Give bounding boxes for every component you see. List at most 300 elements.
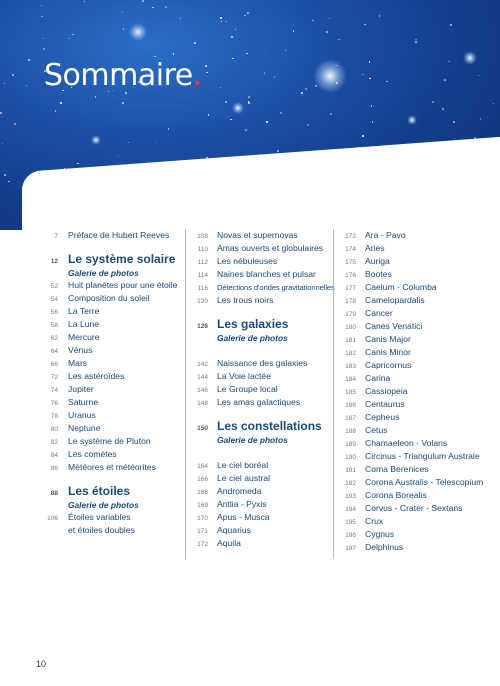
toc-entry[interactable] [186,524,331,537]
toc-entry-label: Cetus [365,425,388,435]
toc-entry-label: Camelopardalis [365,295,425,305]
star-dot [244,15,246,17]
toc-entry[interactable] [334,372,499,385]
star-dot [26,85,28,87]
toc-entry[interactable] [30,461,180,474]
star-dot [480,118,482,120]
star-dot [128,142,130,144]
toc-page-number: 192 [345,480,356,487]
toc-entry[interactable] [334,398,499,411]
star-dot [246,53,248,55]
toc-entry[interactable] [186,459,331,472]
bright-star [463,51,477,65]
toc-entry-label: Novas et supernovas [217,230,298,240]
toc-entry-label: Aquila [217,538,241,548]
toc-section-subtitle [186,332,331,344]
toc-entry-label: Centaurus [365,399,405,409]
toc-column-3 [333,229,499,559]
toc-entry-label: Cepheus [365,412,400,422]
toc-entry[interactable] [334,242,499,255]
toc-entry-label: Corona Australis - Telescopium [365,477,484,487]
star-dot [122,102,124,104]
toc-page-number: 187 [345,415,356,422]
toc-entry[interactable] [30,422,180,435]
toc-page-number: 120 [197,298,208,305]
star-dot [84,1,86,3]
toc-page-number: 188 [345,428,356,435]
toc-entry-label: Auriga [365,256,390,266]
star-dot [415,41,417,43]
star-dot [60,102,62,104]
star-dot [155,142,157,144]
star-dot [118,155,120,157]
toc-entry[interactable] [30,524,180,537]
toc-entry-label: Corvus - Crater - Sextans [365,503,463,513]
toc-entry-row [186,485,331,498]
toc-entry-row [30,279,180,292]
toc-page-number: 74 [50,387,58,394]
toc-page-number: 184 [345,376,356,383]
star-dot [2,143,4,145]
toc-page-number: 179 [345,311,356,318]
toc-page-number: 193 [345,493,356,500]
toc-entry-row [30,448,180,461]
toc-section[interactable] [186,418,331,446]
toc-entry[interactable] [334,229,499,242]
toc-entry-row [334,307,499,320]
toc-subtitle-spacer [186,332,217,344]
star-dot [371,105,373,107]
star-dot [12,74,14,76]
toc-entry-label: Amas ouverts et globulaires [217,243,324,253]
toc-entry-row [334,450,499,463]
toc-page-number: 172 [197,541,208,548]
toc-section-heading [30,251,180,267]
star-dot [364,24,366,26]
toc-page-number: 166 [197,476,208,483]
toc-page-number: 76 [50,400,58,407]
toc-page-number: 177 [345,285,356,292]
star-dot [221,21,223,23]
toc-entry-row [334,463,499,476]
toc-entry[interactable] [186,255,331,268]
toc-entry-row [30,292,180,305]
toc-entry[interactable] [334,255,499,268]
toc-entry[interactable] [186,472,331,485]
star-dot [225,101,227,103]
toc-subtitle-label: Galerie de photos [217,333,288,343]
toc-entry-row [334,424,499,437]
toc-entry-label: Les amas galactiques [217,397,301,407]
toc-entry-label: Étoiles variables [68,512,131,522]
toc-entry-label: Les comètes [68,449,117,459]
toc-entry-row [186,472,331,485]
toc-entry[interactable] [334,411,499,424]
toc-page-number: 195 [345,519,356,526]
toc-entry-row [30,229,180,242]
toc-entry[interactable] [334,502,499,515]
toc-entry[interactable] [30,383,180,396]
toc-section[interactable] [30,483,180,511]
toc-entry[interactable] [334,385,499,398]
toc-entry[interactable] [334,489,499,502]
toc-entry-row [334,502,499,515]
toc-entry-row [334,411,499,424]
toc-entry-label: Circinus - Triangulum Australe [365,451,480,461]
toc-entry[interactable] [186,294,331,307]
toc-entry-row [186,459,331,472]
star-dot [448,61,450,63]
star-dot [301,92,303,94]
toc-page-number: 148 [197,400,208,407]
toc-entry[interactable] [334,463,499,476]
bright-star [232,102,244,114]
star-dot [225,21,227,23]
toc-entry-row [30,344,180,357]
star-dot [208,114,210,116]
star-dot [14,123,16,125]
star-dot [43,48,45,50]
toc-page-number: 194 [345,506,356,513]
toc-column-1 [30,229,180,537]
star-dot [28,59,30,61]
toc-page-number: 80 [50,426,58,433]
toc-page-number: 54 [50,296,58,303]
star-dot [122,12,124,14]
toc-page-number: 58 [50,322,58,329]
toc-entry[interactable] [30,318,180,331]
toc-entry[interactable] [30,357,180,370]
toc-page-number: 72 [50,374,58,381]
toc-entry-row [30,383,180,396]
toc-page-number: 174 [345,246,356,253]
toc-entry-label: Cygnus [365,529,395,539]
toc-page-number: 84 [50,452,58,459]
toc-entry-label: Détections d'ondes gravitationnelles [217,283,335,292]
toc-entry-label: Préface de Hubert Reeves [68,230,170,240]
toc-entry[interactable] [334,476,499,489]
toc-entry-label: Caelum - Columba [365,282,437,292]
toc-page-number: 64 [50,348,58,355]
toc-entry[interactable] [334,307,499,320]
toc-entry[interactable] [334,450,499,463]
toc-entry[interactable] [334,424,499,437]
toc-page-number: 185 [345,389,356,396]
toc-page-number: 189 [345,441,356,448]
star-dot [165,6,167,8]
toc-entry-label: Les trous noirs [217,295,274,305]
star-dot [68,38,70,40]
toc-page-number: 168 [197,489,208,496]
star-dot [0,112,2,114]
toc-page-number: 181 [345,337,356,344]
star-dot [152,7,154,9]
toc-entry[interactable] [186,537,331,550]
toc-entry-label: Crux [365,516,384,526]
star-dot [232,58,234,60]
toc-page-number: 142 [197,361,208,368]
star-dot [285,50,287,52]
toc-entry-row [186,294,331,307]
toc-entry[interactable] [30,511,180,524]
toc-entry-label: Carina [365,373,391,383]
toc-spacer [186,446,331,459]
toc-entry[interactable] [30,396,180,409]
star-dot [220,17,222,19]
star-dot [206,72,208,74]
toc-section-title: Les étoiles [68,484,131,498]
toc-page-number: 180 [345,324,356,331]
toc-page-number: 66 [50,361,58,368]
toc-page-number: 106 [47,515,58,522]
toc-entry[interactable] [334,541,499,554]
toc-section-title: Le système solaire [68,252,176,266]
bright-star [129,23,147,41]
toc-entry[interactable] [186,396,331,409]
toc-entry-row [30,370,180,383]
toc-entry-row [30,524,180,537]
toc-entry[interactable] [334,437,499,450]
toc-section[interactable] [30,251,180,279]
toc-entry-row [186,498,331,511]
toc-column-2 [185,229,335,559]
toc-page-number: 176 [345,272,356,279]
toc-entry-label: Mercure [68,332,100,342]
toc-entry-row [186,370,331,383]
toc-page-number: 173 [345,233,356,240]
toc-entry-row [186,229,331,242]
star-dot [247,12,249,14]
star-dot [264,72,266,74]
toc-entry-label: La Voie lactée [217,371,271,381]
toc-entry-label: Le ciel austral [217,473,271,483]
toc-entry-row [334,346,499,359]
star-dot [142,0,144,2]
toc-entry[interactable] [334,515,499,528]
toc-entry-row [30,331,180,344]
toc-entry-label: Composition du soleil [68,293,150,303]
toc-page-number: 175 [345,259,356,266]
toc-entry-row [186,268,331,281]
toc-entry-row [30,511,180,524]
toc-entry[interactable] [30,448,180,461]
star-dot [4,174,6,176]
star-dot [330,113,332,115]
toc-entry[interactable] [30,292,180,305]
toc-entry-label: Andromeda [217,486,262,496]
toc-entry-row [30,305,180,318]
star-dot [280,112,282,114]
star-dot [277,150,279,152]
toc-page-number: 116 [197,285,208,292]
toc-entry-row [30,396,180,409]
toc-entry[interactable] [334,359,499,372]
toc-entry[interactable] [30,229,180,242]
toc-entry-row [334,281,499,294]
toc-entry[interactable] [334,320,499,333]
toc-entry-row [334,541,499,554]
toc-entry[interactable] [186,357,331,370]
toc-entry[interactable] [334,281,499,294]
toc-section-heading [186,316,331,332]
star-dot [205,65,207,67]
toc-entry-row [30,318,180,331]
star-dot [444,79,446,81]
toc-entry[interactable] [30,279,180,292]
toc-entry-row [334,476,499,489]
toc-entry-label: La Terre [68,306,100,316]
toc-entry-row [30,357,180,370]
toc-subtitle-spacer [30,499,68,511]
bright-star [91,135,101,145]
star-dot [362,135,364,137]
toc-entry[interactable] [30,435,180,448]
star-dot [493,103,495,105]
star-dot [77,163,79,165]
star-dot [8,181,10,183]
toc-page-number: 183 [345,363,356,370]
toc-entry-label: Cancer [365,308,393,318]
toc-entry-label: Coma Berenices [365,464,429,474]
star-dot [4,83,6,85]
toc-page-number: 112 [197,259,208,266]
toc-entry[interactable] [186,511,331,524]
star-dot [231,36,233,38]
toc-page-number: 196 [345,532,356,539]
toc-entry[interactable] [334,333,499,346]
toc-section-title: Les constellations [217,419,322,433]
toc-entry[interactable] [334,528,499,541]
toc-entry-row [334,372,499,385]
star-dot [369,78,371,80]
toc-entry-row [334,398,499,411]
toc-page-number: 171 [197,528,208,535]
toc-page-number: 170 [197,515,208,522]
star-dot [220,87,222,89]
star-dot [293,30,295,32]
toc-entry[interactable] [30,370,180,383]
toc-entry-row [334,359,499,372]
star-dot [386,81,388,83]
title-dot: . [192,58,202,93]
toc-entry-label: Capricornus [365,360,412,370]
toc-entry-label: Bootes [365,269,392,279]
star-dot [326,31,328,33]
star-dot [41,5,43,7]
star-dot [245,129,247,131]
toc-page-number: 12 [50,258,58,265]
toc-entry-row [186,281,335,294]
toc-entry-label: Naissance des galaxies [217,358,308,368]
toc-entry[interactable] [334,268,499,281]
toc-entry[interactable] [30,409,180,422]
toc-entry[interactable] [186,229,331,242]
toc-page-number: 126 [197,323,208,330]
toc-entry[interactable] [186,498,331,511]
toc-entry-row [334,385,499,398]
toc-entry[interactable] [334,346,499,359]
toc-entry-row [334,528,499,541]
star-dot [478,75,480,77]
toc-page-number: 182 [345,350,356,357]
toc-page-number: 82 [50,439,58,446]
toc-entry-label: Le Groupe local [217,384,278,394]
toc-page-number: 110 [197,246,208,253]
star-dot [266,121,268,123]
toc-entry-label: Apus - Musca [217,512,270,522]
toc-subtitle-label: Galerie de photos [68,268,139,278]
toc-entry[interactable] [186,485,331,498]
toc-entry[interactable] [186,242,331,255]
toc-entry-label: Aquarius [217,525,251,535]
toc-entry-label: Canis Major [365,334,411,344]
star-dot [312,20,314,22]
toc-entry-row [186,524,331,537]
toc-entry[interactable] [30,331,180,344]
toc-entry-row [334,333,499,346]
star-dot [55,110,57,112]
toc-page-number: 56 [50,309,58,316]
toc-entry[interactable] [186,370,331,383]
toc-page-number: 114 [197,272,208,279]
toc-page-number: 86 [50,465,58,472]
toc-page-number: 178 [345,298,356,305]
star-dot [379,15,381,17]
toc-entry-row [186,396,331,409]
toc-entry-row [30,422,180,435]
toc-entry-label: La Lune [68,319,100,329]
star-dot [173,53,175,55]
toc-entry-label: Huit planètes pour une étoile [68,280,178,290]
toc-page-number: 186 [345,402,356,409]
toc-page-number: 197 [345,545,356,552]
star-dot [41,16,43,18]
page-title: Sommaire. [44,58,202,93]
toc-entry-row [334,255,499,268]
toc-entry-row [334,489,499,502]
star-dot [123,28,125,30]
toc-entry-row [334,294,499,307]
toc-section-subtitle [30,267,180,279]
toc-section[interactable] [186,316,331,344]
toc-entry[interactable] [186,281,335,294]
star-dot [43,38,45,40]
toc-entry-label: Corona Borealis [365,490,427,500]
toc-entry[interactable] [186,268,331,281]
toc-entry[interactable] [186,383,331,396]
star-dot [248,102,250,104]
toc-entry-label: Delphinus [365,542,404,552]
star-dot [248,96,250,98]
toc-page-number: 52 [50,283,58,290]
toc-entry-label: Ara - Pavo [365,230,406,240]
bright-star [407,115,417,125]
toc-entry[interactable] [30,305,180,318]
toc-section-subtitle [186,434,331,446]
toc-section-subtitle [30,499,180,511]
toc-entry-row [186,242,331,255]
star-dot [235,29,237,31]
toc-entry[interactable] [30,344,180,357]
page-number: 10 [36,659,47,669]
toc-entry-label: Cassiopeia [365,386,408,396]
toc-entry-label: Mars [68,358,88,368]
star-dot [305,88,307,90]
toc-entry[interactable] [334,294,499,307]
toc-page-number: 144 [197,374,208,381]
toc-entry-label: Les nébuleuses [217,256,278,266]
toc-entry-row [334,268,499,281]
